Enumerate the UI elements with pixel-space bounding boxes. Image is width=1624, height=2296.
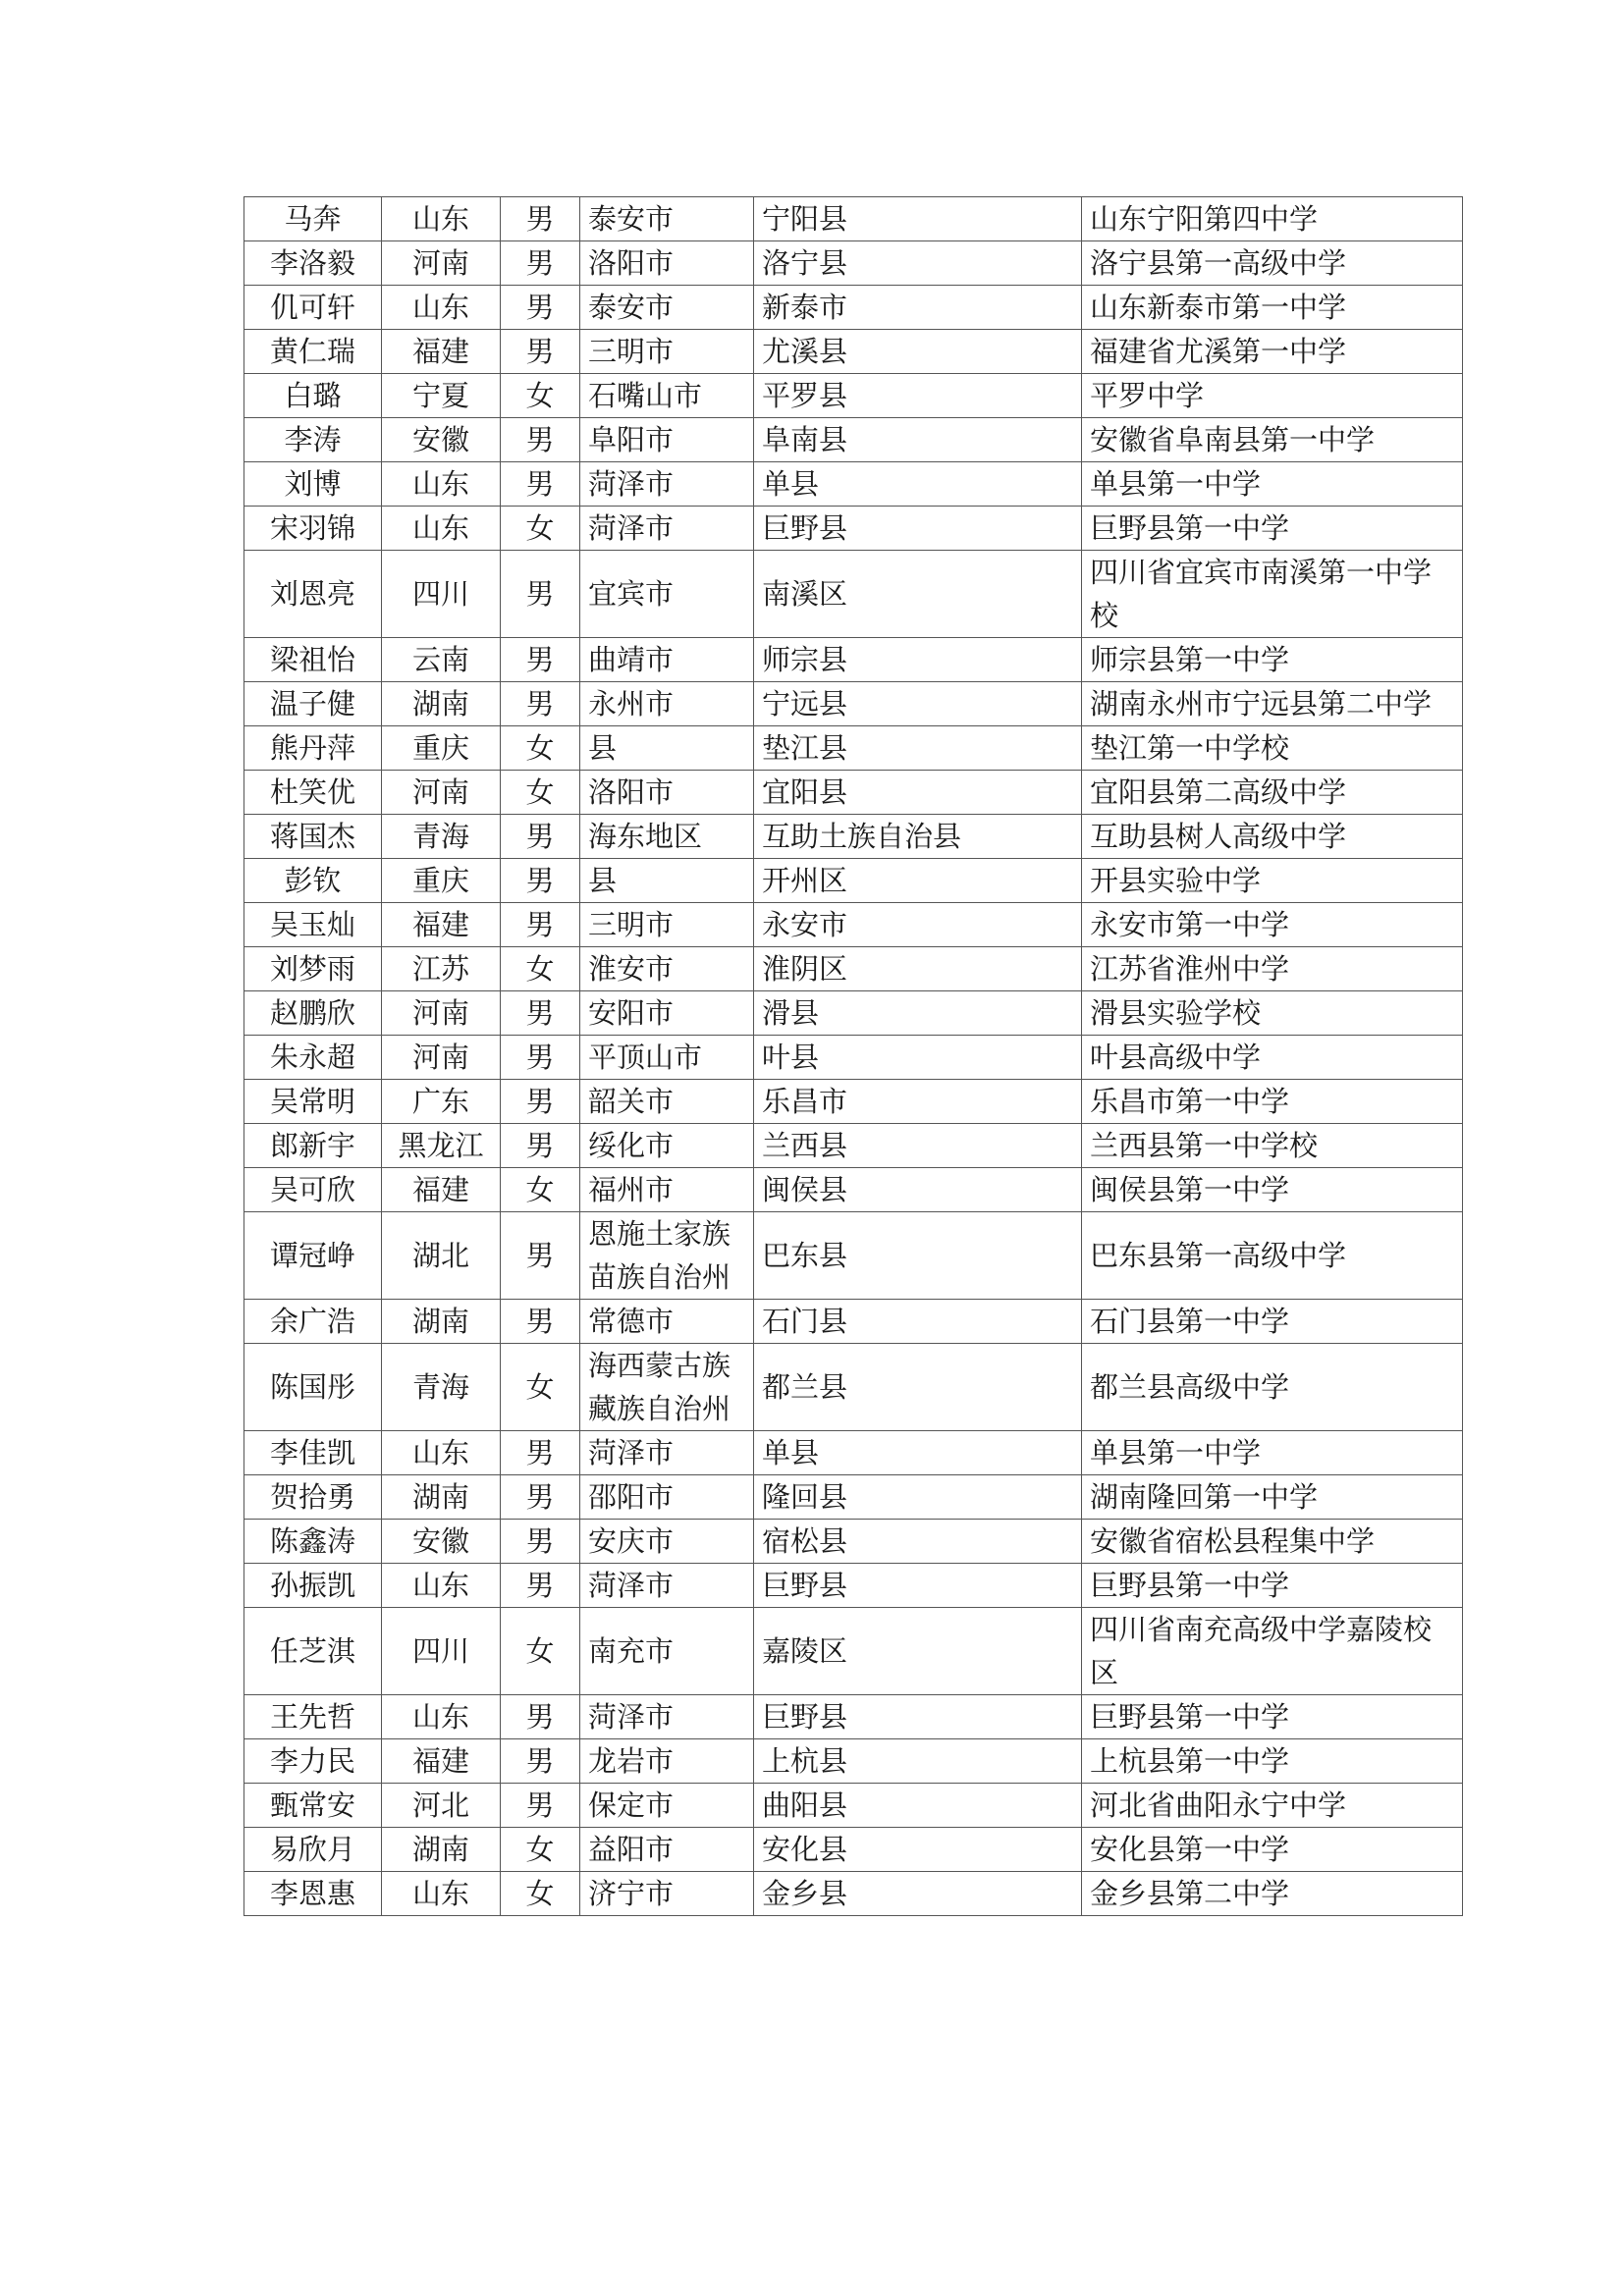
county-cell: 互助土族自治县 xyxy=(754,815,1082,859)
student-name-cell: 刘恩亮 xyxy=(244,551,382,638)
student-name-cell: 王先哲 xyxy=(244,1695,382,1739)
gender-cell: 女 xyxy=(501,947,580,991)
student-name-cell: 余广浩 xyxy=(244,1300,382,1344)
city-cell: 绥化市 xyxy=(580,1124,754,1168)
table-row xyxy=(244,1431,1463,1475)
student-name-cell: 刘梦雨 xyxy=(244,947,382,991)
province-cell: 山东 xyxy=(382,197,501,241)
table-row xyxy=(244,418,1463,462)
school-cell: 开县实验中学 xyxy=(1082,859,1463,903)
gender-cell: 女 xyxy=(501,1872,580,1916)
school-cell: 兰西县第一中学校 xyxy=(1082,1124,1463,1168)
school-cell: 巨野县第一中学 xyxy=(1082,507,1463,551)
county-cell: 尤溪县 xyxy=(754,330,1082,374)
table-row xyxy=(244,1564,1463,1608)
gender-cell: 女 xyxy=(501,726,580,771)
county-cell: 安化县 xyxy=(754,1828,1082,1872)
county-cell: 闽侯县 xyxy=(754,1168,1082,1212)
gender-cell: 男 xyxy=(501,1212,580,1300)
city-cell: 淮安市 xyxy=(580,947,754,991)
table-row xyxy=(244,859,1463,903)
student-name-cell: 蒋国杰 xyxy=(244,815,382,859)
school-cell: 福建省尤溪第一中学 xyxy=(1082,330,1463,374)
county-cell: 上杭县 xyxy=(754,1739,1082,1784)
province-cell: 安徽 xyxy=(382,1520,501,1564)
school-cell: 平罗中学 xyxy=(1082,374,1463,418)
student-name-cell: 谭冠峥 xyxy=(244,1212,382,1300)
city-cell: 三明市 xyxy=(580,903,754,947)
school-cell: 乐昌市第一中学 xyxy=(1082,1080,1463,1124)
student-name-cell: 仉可轩 xyxy=(244,286,382,330)
table-row xyxy=(244,197,1463,241)
city-cell: 济宁市 xyxy=(580,1872,754,1916)
student-name-cell: 孙振凯 xyxy=(244,1564,382,1608)
school-cell: 安化县第一中学 xyxy=(1082,1828,1463,1872)
province-cell: 河南 xyxy=(382,771,501,815)
city-cell: 海西蒙古族藏族自治州 xyxy=(580,1344,754,1431)
gender-cell: 女 xyxy=(501,374,580,418)
county-cell: 兰西县 xyxy=(754,1124,1082,1168)
province-cell: 山东 xyxy=(382,1695,501,1739)
gender-cell: 女 xyxy=(501,1828,580,1872)
city-cell: 泰安市 xyxy=(580,286,754,330)
county-cell: 巴东县 xyxy=(754,1212,1082,1300)
province-cell: 宁夏 xyxy=(382,374,501,418)
province-cell: 河南 xyxy=(382,241,501,286)
student-name-cell: 李涛 xyxy=(244,418,382,462)
table-row xyxy=(244,1036,1463,1080)
gender-cell: 男 xyxy=(501,1300,580,1344)
student-name-cell: 陈国彤 xyxy=(244,1344,382,1431)
county-cell: 石门县 xyxy=(754,1300,1082,1344)
city-cell: 曲靖市 xyxy=(580,638,754,682)
gender-cell: 男 xyxy=(501,551,580,638)
city-cell: 洛阳市 xyxy=(580,241,754,286)
school-cell: 四川省南充高级中学嘉陵校区 xyxy=(1082,1608,1463,1695)
table-row xyxy=(244,286,1463,330)
school-cell: 永安市第一中学 xyxy=(1082,903,1463,947)
province-cell: 云南 xyxy=(382,638,501,682)
county-cell: 单县 xyxy=(754,1431,1082,1475)
school-cell: 叶县高级中学 xyxy=(1082,1036,1463,1080)
province-cell: 湖北 xyxy=(382,1212,501,1300)
student-name-cell: 梁祖怡 xyxy=(244,638,382,682)
county-cell: 垫江县 xyxy=(754,726,1082,771)
county-cell: 宿松县 xyxy=(754,1520,1082,1564)
province-cell: 山东 xyxy=(382,507,501,551)
school-cell: 巨野县第一中学 xyxy=(1082,1564,1463,1608)
table-row xyxy=(244,947,1463,991)
gender-cell: 女 xyxy=(501,1344,580,1431)
school-cell: 单县第一中学 xyxy=(1082,462,1463,507)
county-cell: 淮阴区 xyxy=(754,947,1082,991)
student-name-cell: 李力民 xyxy=(244,1739,382,1784)
county-cell: 开州区 xyxy=(754,859,1082,903)
city-cell: 石嘴山市 xyxy=(580,374,754,418)
table-row xyxy=(244,903,1463,947)
gender-cell: 女 xyxy=(501,771,580,815)
city-cell: 县 xyxy=(580,726,754,771)
province-cell: 重庆 xyxy=(382,859,501,903)
student-name-cell: 杜笑优 xyxy=(244,771,382,815)
table-row xyxy=(244,1872,1463,1916)
table-row xyxy=(244,1300,1463,1344)
table-row xyxy=(244,1168,1463,1212)
city-cell: 宜宾市 xyxy=(580,551,754,638)
gender-cell: 男 xyxy=(501,1036,580,1080)
province-cell: 山东 xyxy=(382,286,501,330)
province-cell: 湖南 xyxy=(382,682,501,726)
gender-cell: 男 xyxy=(501,1520,580,1564)
province-cell: 河南 xyxy=(382,991,501,1036)
table-row xyxy=(244,771,1463,815)
student-name-cell: 甄常安 xyxy=(244,1784,382,1828)
province-cell: 湖南 xyxy=(382,1300,501,1344)
student-name-cell: 彭钦 xyxy=(244,859,382,903)
county-cell: 单县 xyxy=(754,462,1082,507)
school-cell: 金乡县第二中学 xyxy=(1082,1872,1463,1916)
gender-cell: 男 xyxy=(501,1124,580,1168)
school-cell: 单县第一中学 xyxy=(1082,1431,1463,1475)
student-roster-table xyxy=(244,196,1463,1916)
city-cell: 三明市 xyxy=(580,330,754,374)
school-cell: 石门县第一中学 xyxy=(1082,1300,1463,1344)
county-cell: 巨野县 xyxy=(754,1695,1082,1739)
table-row xyxy=(244,991,1463,1036)
gender-cell: 男 xyxy=(501,462,580,507)
county-cell: 叶县 xyxy=(754,1036,1082,1080)
school-cell: 垫江第一中学校 xyxy=(1082,726,1463,771)
city-cell: 泰安市 xyxy=(580,197,754,241)
province-cell: 山东 xyxy=(382,1872,501,1916)
gender-cell: 男 xyxy=(501,859,580,903)
city-cell: 菏泽市 xyxy=(580,462,754,507)
student-name-cell: 赵鹏欣 xyxy=(244,991,382,1036)
county-cell: 金乡县 xyxy=(754,1872,1082,1916)
table-row xyxy=(244,1520,1463,1564)
school-cell: 安徽省宿松县程集中学 xyxy=(1082,1520,1463,1564)
table-row xyxy=(244,815,1463,859)
student-name-cell: 陈鑫涛 xyxy=(244,1520,382,1564)
student-name-cell: 吴可欣 xyxy=(244,1168,382,1212)
county-cell: 宜阳县 xyxy=(754,771,1082,815)
province-cell: 湖南 xyxy=(382,1828,501,1872)
gender-cell: 男 xyxy=(501,1475,580,1520)
county-cell: 曲阳县 xyxy=(754,1784,1082,1828)
city-cell: 安阳市 xyxy=(580,991,754,1036)
gender-cell: 男 xyxy=(501,1739,580,1784)
county-cell: 乐昌市 xyxy=(754,1080,1082,1124)
school-cell: 江苏省淮州中学 xyxy=(1082,947,1463,991)
gender-cell: 男 xyxy=(501,330,580,374)
province-cell: 黑龙江 xyxy=(382,1124,501,1168)
table-row xyxy=(244,726,1463,771)
school-cell: 都兰县高级中学 xyxy=(1082,1344,1463,1431)
gender-cell: 男 xyxy=(501,418,580,462)
city-cell: 安庆市 xyxy=(580,1520,754,1564)
school-cell: 安徽省阜南县第一中学 xyxy=(1082,418,1463,462)
table-row xyxy=(244,1695,1463,1739)
table-row xyxy=(244,682,1463,726)
province-cell: 青海 xyxy=(382,1344,501,1431)
student-name-cell: 刘博 xyxy=(244,462,382,507)
student-name-cell: 易欣月 xyxy=(244,1828,382,1872)
county-cell: 洛宁县 xyxy=(754,241,1082,286)
gender-cell: 男 xyxy=(501,197,580,241)
city-cell: 县 xyxy=(580,859,754,903)
school-cell: 滑县实验学校 xyxy=(1082,991,1463,1036)
county-cell: 滑县 xyxy=(754,991,1082,1036)
county-cell: 嘉陵区 xyxy=(754,1608,1082,1695)
province-cell: 江苏 xyxy=(382,947,501,991)
city-cell: 平顶山市 xyxy=(580,1036,754,1080)
table-row xyxy=(244,1475,1463,1520)
school-cell: 上杭县第一中学 xyxy=(1082,1739,1463,1784)
county-cell: 永安市 xyxy=(754,903,1082,947)
gender-cell: 男 xyxy=(501,241,580,286)
province-cell: 山东 xyxy=(382,462,501,507)
city-cell: 龙岩市 xyxy=(580,1739,754,1784)
roster-body xyxy=(244,197,1463,1916)
city-cell: 邵阳市 xyxy=(580,1475,754,1520)
county-cell: 隆回县 xyxy=(754,1475,1082,1520)
province-cell: 山东 xyxy=(382,1564,501,1608)
student-name-cell: 李佳凯 xyxy=(244,1431,382,1475)
gender-cell: 男 xyxy=(501,903,580,947)
county-cell: 师宗县 xyxy=(754,638,1082,682)
city-cell: 福州市 xyxy=(580,1168,754,1212)
student-name-cell: 马奔 xyxy=(244,197,382,241)
province-cell: 重庆 xyxy=(382,726,501,771)
table-row xyxy=(244,1608,1463,1695)
table-row xyxy=(244,1828,1463,1872)
province-cell: 青海 xyxy=(382,815,501,859)
city-cell: 菏泽市 xyxy=(580,1564,754,1608)
school-cell: 湖南永州市宁远县第二中学 xyxy=(1082,682,1463,726)
gender-cell: 女 xyxy=(501,507,580,551)
table-row xyxy=(244,1124,1463,1168)
student-name-cell: 任芝淇 xyxy=(244,1608,382,1695)
table-row xyxy=(244,374,1463,418)
table-row xyxy=(244,241,1463,286)
school-cell: 湖南隆回第一中学 xyxy=(1082,1475,1463,1520)
table-row xyxy=(244,462,1463,507)
school-cell: 巴东县第一高级中学 xyxy=(1082,1212,1463,1300)
city-cell: 海东地区 xyxy=(580,815,754,859)
school-cell: 巨野县第一中学 xyxy=(1082,1695,1463,1739)
province-cell: 河南 xyxy=(382,1036,501,1080)
province-cell: 河北 xyxy=(382,1784,501,1828)
school-cell: 山东新泰市第一中学 xyxy=(1082,286,1463,330)
table-row xyxy=(244,638,1463,682)
county-cell: 阜南县 xyxy=(754,418,1082,462)
province-cell: 福建 xyxy=(382,1739,501,1784)
gender-cell: 男 xyxy=(501,1080,580,1124)
student-name-cell: 吴玉灿 xyxy=(244,903,382,947)
student-name-cell: 吴常明 xyxy=(244,1080,382,1124)
gender-cell: 男 xyxy=(501,286,580,330)
city-cell: 永州市 xyxy=(580,682,754,726)
table-row xyxy=(244,1212,1463,1300)
table-row xyxy=(244,1080,1463,1124)
province-cell: 福建 xyxy=(382,903,501,947)
province-cell: 福建 xyxy=(382,330,501,374)
table-row xyxy=(244,1344,1463,1431)
city-cell: 南充市 xyxy=(580,1608,754,1695)
student-name-cell: 朱永超 xyxy=(244,1036,382,1080)
table-row xyxy=(244,1739,1463,1784)
city-cell: 阜阳市 xyxy=(580,418,754,462)
table-row xyxy=(244,330,1463,374)
student-name-cell: 熊丹萍 xyxy=(244,726,382,771)
city-cell: 韶关市 xyxy=(580,1080,754,1124)
city-cell: 保定市 xyxy=(580,1784,754,1828)
city-cell: 洛阳市 xyxy=(580,771,754,815)
county-cell: 宁阳县 xyxy=(754,197,1082,241)
province-cell: 山东 xyxy=(382,1431,501,1475)
student-name-cell: 白璐 xyxy=(244,374,382,418)
city-cell: 菏泽市 xyxy=(580,1695,754,1739)
city-cell: 恩施土家族苗族自治州 xyxy=(580,1212,754,1300)
county-cell: 平罗县 xyxy=(754,374,1082,418)
county-cell: 巨野县 xyxy=(754,507,1082,551)
county-cell: 宁远县 xyxy=(754,682,1082,726)
province-cell: 福建 xyxy=(382,1168,501,1212)
gender-cell: 男 xyxy=(501,1564,580,1608)
county-cell: 南溪区 xyxy=(754,551,1082,638)
student-name-cell: 李恩惠 xyxy=(244,1872,382,1916)
county-cell: 都兰县 xyxy=(754,1344,1082,1431)
table-row xyxy=(244,551,1463,638)
county-cell: 巨野县 xyxy=(754,1564,1082,1608)
school-cell: 河北省曲阳永宁中学 xyxy=(1082,1784,1463,1828)
gender-cell: 男 xyxy=(501,1431,580,1475)
school-cell: 互助县树人高级中学 xyxy=(1082,815,1463,859)
student-name-cell: 黄仁瑞 xyxy=(244,330,382,374)
province-cell: 安徽 xyxy=(382,418,501,462)
gender-cell: 女 xyxy=(501,1608,580,1695)
table-row xyxy=(244,507,1463,551)
student-name-cell: 李洛毅 xyxy=(244,241,382,286)
school-cell: 山东宁阳第四中学 xyxy=(1082,197,1463,241)
province-cell: 四川 xyxy=(382,551,501,638)
city-cell: 菏泽市 xyxy=(580,507,754,551)
gender-cell: 女 xyxy=(501,1168,580,1212)
county-cell: 新泰市 xyxy=(754,286,1082,330)
city-cell: 菏泽市 xyxy=(580,1431,754,1475)
city-cell: 益阳市 xyxy=(580,1828,754,1872)
school-cell: 洛宁县第一高级中学 xyxy=(1082,241,1463,286)
province-cell: 四川 xyxy=(382,1608,501,1695)
gender-cell: 男 xyxy=(501,1784,580,1828)
student-name-cell: 贺拾勇 xyxy=(244,1475,382,1520)
city-cell: 常德市 xyxy=(580,1300,754,1344)
province-cell: 湖南 xyxy=(382,1475,501,1520)
school-cell: 宜阳县第二高级中学 xyxy=(1082,771,1463,815)
gender-cell: 男 xyxy=(501,991,580,1036)
province-cell: 广东 xyxy=(382,1080,501,1124)
school-cell: 师宗县第一中学 xyxy=(1082,638,1463,682)
gender-cell: 男 xyxy=(501,815,580,859)
school-cell: 闽侯县第一中学 xyxy=(1082,1168,1463,1212)
gender-cell: 男 xyxy=(501,638,580,682)
student-name-cell: 温子健 xyxy=(244,682,382,726)
school-cell: 四川省宜宾市南溪第一中学校 xyxy=(1082,551,1463,638)
student-name-cell: 宋羽锦 xyxy=(244,507,382,551)
gender-cell: 男 xyxy=(501,682,580,726)
table-row xyxy=(244,1784,1463,1828)
student-name-cell: 郎新宇 xyxy=(244,1124,382,1168)
gender-cell: 男 xyxy=(501,1695,580,1739)
